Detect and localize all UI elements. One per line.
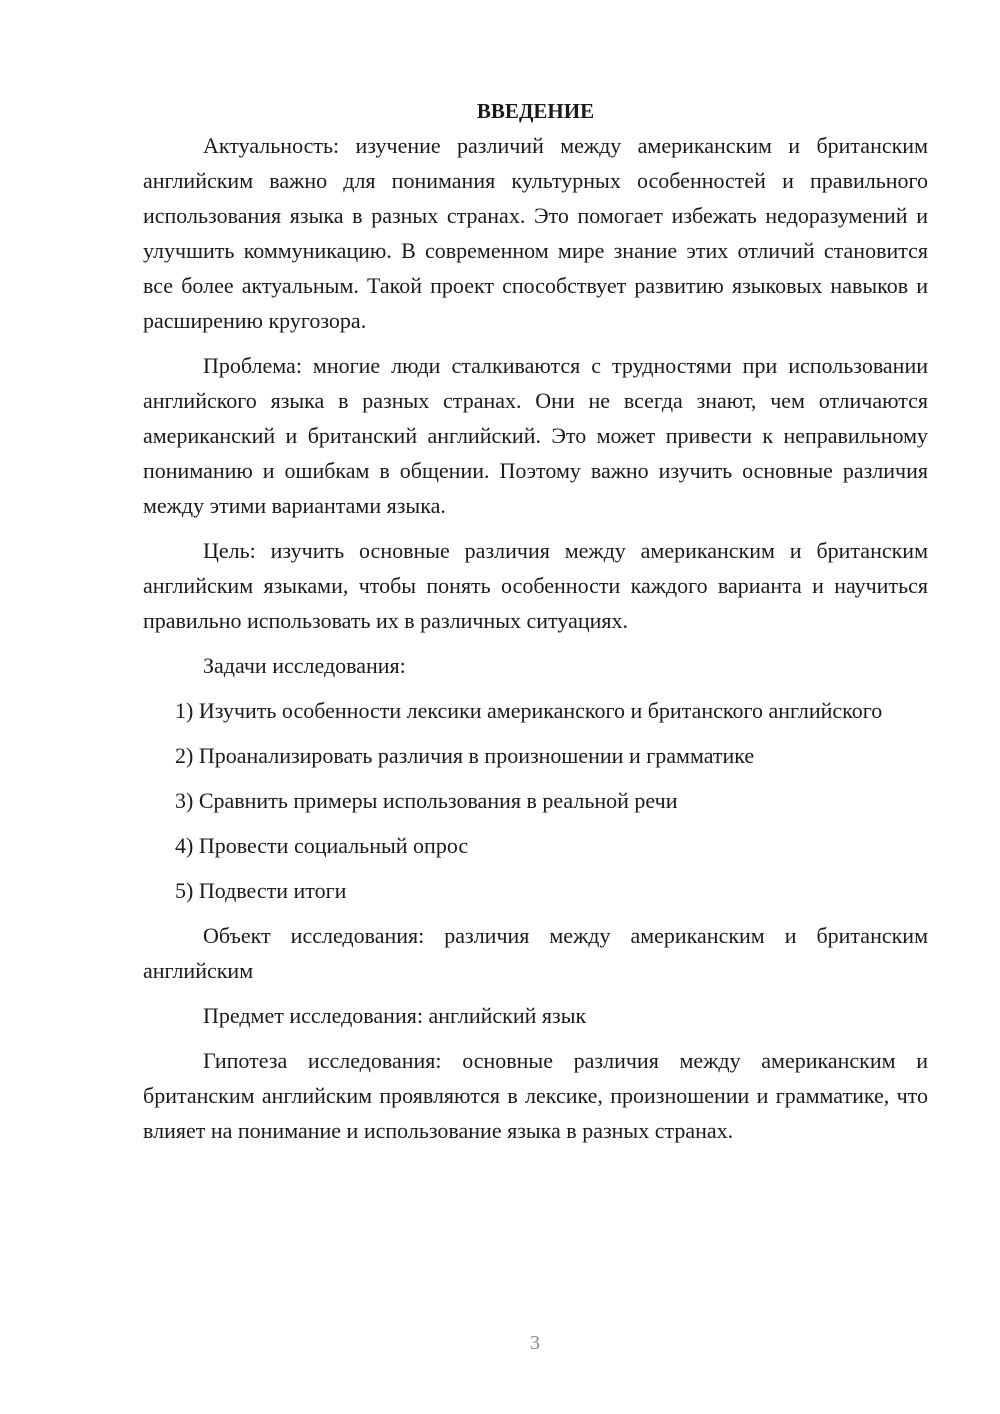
paragraph-relevance: Актуальность: изучение различий между американским и британским английским важно для понимания культурных особенностей и правильного использования языка в разных странах. Это помогает избежать недоразумений и улучшить коммуникацию. В современном мире знание этих отличий становится все более актуальным. Такой проект способствует развитию языковых навыков и расширению кругозора.	[143, 133, 928, 333]
paragraph-subject: Предмет исследования: английский язык	[203, 1003, 587, 1028]
paragraph-object: Объект исследования: различия между американским и британским английским	[143, 923, 928, 983]
tasks-heading: Задачи исследования:	[203, 653, 406, 678]
paragraph-problem: Проблема: многие люди сталкиваются с трудностями при использовании английского языка в разных странах. Они не всегда знают, чем отличаются американский и британский английский. Это может привести к неправильному пониманию и ошибкам в общении. Поэтому важно изучить основные различия между этими вариантами языка.	[143, 353, 928, 518]
list-item: 1) Изучить особенности лексики американского и британского английского	[175, 698, 883, 723]
list-item: 3) Сравнить примеры использования в реальной речи	[175, 788, 678, 813]
document-page	[143, 96, 928, 1148]
list-item: 5) Подвести итоги	[175, 878, 347, 903]
page-number: 3	[530, 1332, 540, 1354]
paragraph-goal: Цель: изучить основные различия между американским и британским английским языками, чтобы понять особенности каждого варианта и научиться правильно использовать их в различных ситуациях.	[143, 538, 928, 633]
list-item: 4) Провести социальный опрос	[175, 833, 469, 858]
list-item: 2) Проанализировать различия в произношении и грамматике	[175, 743, 755, 768]
page-title: ВВЕДЕНИЕ	[476, 99, 595, 123]
paragraph-hypothesis: Гипотеза исследования: основные различия между американским и британским английским проявляются в лексике, произношении и грамматике, что влияет на понимание и использование языка в разных странах.	[143, 1048, 928, 1143]
